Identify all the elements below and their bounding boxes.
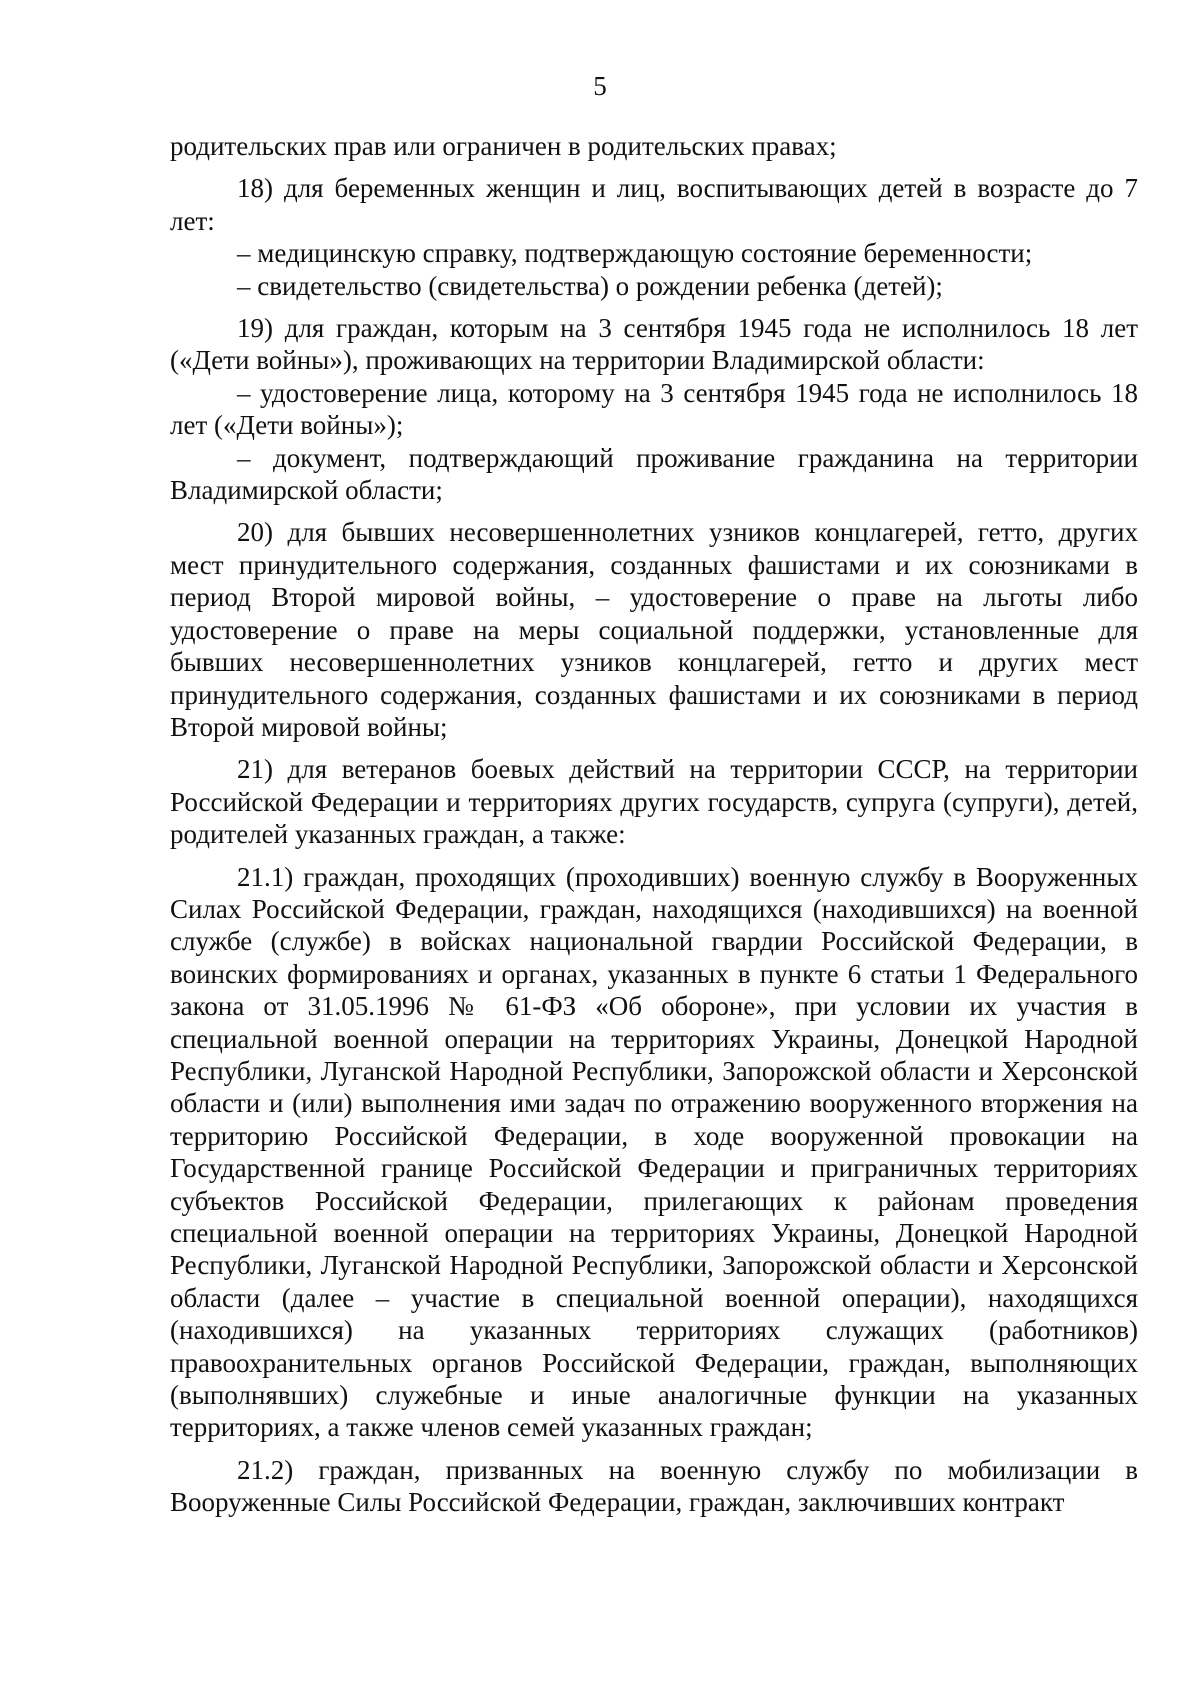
paragraph-item-18-medical-certificate: – медицинскую справку, подтверждающую состояние беременности; [237,238,1033,269]
document-body [170,130,1138,1519]
paragraph-item-21-2: 21.2) граждан, призванных на военную службу по мобилизации в Вооруженные Силы Российской Федерации, граждан, заключивших контракт [170,1454,1138,1518]
page-number: 5 [593,71,607,101]
paragraph-item-21-1: 21.1) граждан, проходящих (проходивших) военную службу в Вооруженных Силах Российской Федерации, граждан, находящихся (находившихся) на военной службе (службе) в войсках национальной гвардии Российской Федерации, в воинских формированиях и органах, указанных в пункте 6 статьи 1 Федерального закона от 31.05.1996 № 61-ФЗ «Об обороне», при условии их участия в специальной военной операции на территориях Украины, Донецкой Народной Республики, Луганской Народной Республики, Запорожской области и Херсонской области и (или) выполнения ими задач по отражению вооруженного вторжения на территорию Российской Федерации, в ходе вооруженной провокации на Государственной границе Российской Федерации и приграничных территориях субъектов Российской Федерации, прилегающих к районам проведения специальной военной операции на территориях Украины, Донецкой Народной Республики, Луганской Народной Республики, Запорожской области и Херсонской области (далее – участие в специальной военной операции), находящихся (находившихся) на указанных территориях служащих (работников) правоохранительных органов Российской Федерации, граждан, выполняющих (выполнявших) служебные и иные аналогичные функции на указанных территориях, а также членов семей указанных граждан; [170,861,1138,1443]
paragraph-item-19-residence-document: – документ, подтверждающий проживание гражданина на территории Владимирской области; [170,442,1138,506]
paragraph-continuation: родительских прав или ограничен в родительских правах; [170,131,837,161]
paragraph-item-18: 18) для беременных женщин и лиц, воспитывающих детей в возрасте до 7 лет: [170,173,1138,236]
paragraph-item-19-id: – удостоверение лица, которому на 3 сентября 1945 года не исполнилось 18 лет («Дети войны»); [170,377,1138,441]
paragraph-item-19: 19) для граждан, которым на 3 сентября 1945 года не исполнилось 18 лет («Дети войны»), проживающих на территории Владимирской области: [170,313,1138,376]
paragraph-item-21: 21) для ветеранов боевых действий на территории СССР, на территории Российской Федерации и территориях других государств, супруга (супруги), детей, родителей указанных граждан, а также: [170,754,1138,850]
paragraph-item-20: 20) для бывших несовершеннолетних узников концлагерей, гетто, других мест принудительного содержания, созданных фашистами и их союзниками в период Второй мировой войны, – удостоверение о праве на льготы либо удостоверение о праве на меры социальной поддержки, установленные для бывших несовершеннолетних узников концлагерей, гетто и других мест принудительного содержания, созданных фашистами и их союзниками в период Второй мировой войны; [170,517,1138,742]
paragraph-item-18-birth-certificate: – свидетельство (свидетельства) о рождении ребенка (детей); [237,270,943,301]
